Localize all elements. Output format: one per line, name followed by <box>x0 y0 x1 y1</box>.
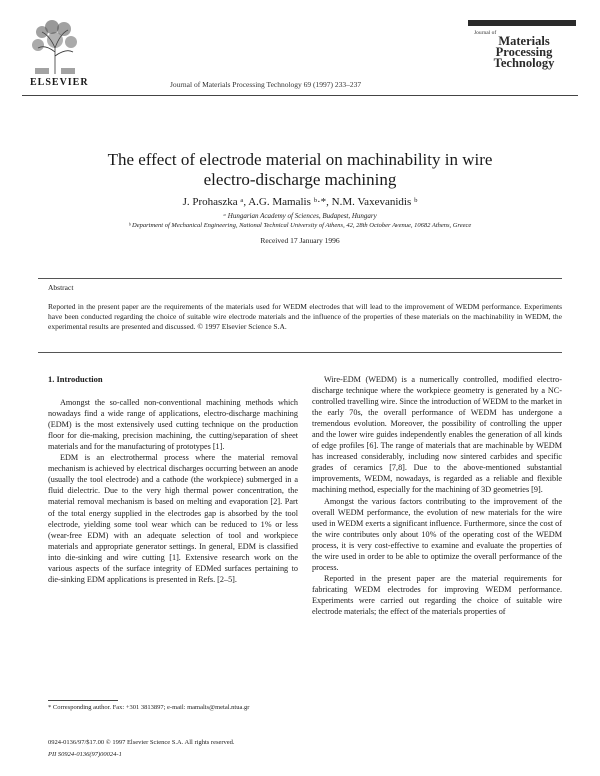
masthead-small-text: Journal of <box>474 30 497 36</box>
article-title <box>40 150 560 190</box>
affiliation-a: ᵃ Hungarian Academy of Sciences, Budapest, Hungary <box>223 212 377 220</box>
paragraph: Amongst the various factors contributing to the improvement of the overall WEDM performance, the evolution of new materials for the wire used in WEDM exerts a significant influence. Furthermore, since the cost of the wire contributes only about 10% of the operating cost of the WEDM process, it is very cost-effective to examine and evaluate the properties of the wire used in order to be able to optimize the overall performance of the process. <box>312 496 562 572</box>
abstract-text: Reported in the present paper are the requirements of the materials used for WEDM electrodes that will lead to the improvement of WEDM performance. Experiments have been conducted regarding the choice of suitable wire electrode materials and the influence of the properties of these materials on the machinability in WEDM, the experimental results are presented and discussed. © 1997 Elsevier Science S.A. <box>48 302 562 331</box>
masthead-title-line: Technology <box>493 56 555 70</box>
abstract-top-rule <box>38 278 562 279</box>
received-date: Received 17 January 1996 <box>260 236 340 245</box>
paragraph: Wire-EDM (WEDM) is a numerically controlled, modified electro-discharge technique where the workpiece geometry is generated by a NC-controlled travelling wire. Since the introduction of WEDM to the market in the early 70s, the overall performance of WEDM has undergone a tremendous evolution. Moreover, the possibility of controlling the upper and the lower wire guides independently enables the generation of all kinds of edge profiles [6]. The range of materials that are machinable by WEDM has increased considerably, including now sintered carbides and specific grades of ceramics [7,8]. Due to the above-mentioned substantial improvements, WEDM, nowadays, is regarded as a reliable and flexible machining method, especially for the machining of 3D geometries [9]. <box>312 375 562 495</box>
copyright-line: 0924-0136/97/$17.00 © 1997 Elsevier Science S.A. All rights reserved. <box>48 739 235 746</box>
paragraph: Amongst the so-called non-conventional machining methods which nowadays find a wide range of applications, electro-discharge machining (EDM) is the most extensively used cutting technique on the production floor for die-making, precision machining, the cutting/separation of sheet materials and for the manufacturing of prototypes [1]. <box>48 398 298 452</box>
corresponding-author-footnote: * Corresponding author. Fax: +301 3813897; e-mail: mamalis@metal.ntua.gr <box>48 704 250 711</box>
header-rule <box>22 95 578 96</box>
title-line-1: The effect of electrode material on machinability in wire <box>107 150 493 169</box>
journal-masthead <box>468 20 576 92</box>
abstract-bottom-rule <box>38 352 562 353</box>
paragraph: EDM is an electrothermal process where the material removal mechanism is achieved by electrical discharges occurring between an anode (usually the tool electrode) and a cathode (the workpiece) submerged in a fluid dielectric. Due to the very high thermal power concentration, the material removal mechanism is based on melting and evaporation [2]. Part of the total energy supplied in the electrodes gap is absorbed by the tool electrode, yielding some tool wear which can be reduced to 1% or less (wear-free EDM) with an adequate selection of tool and workpiece materials and appropriate generator settings. In general, EDM is classified into die-sinking and wire cutting [1]. Extensive research work on the various aspects of the surface integrity of EDMed surfaces pertaining to die-sinking EDM applications is presented in Refs. [2–5]. <box>48 453 298 584</box>
publisher-name: ELSEVIER <box>30 77 89 88</box>
masthead-title-line: Processing <box>495 45 553 59</box>
elsevier-tree-logo <box>30 18 80 76</box>
masthead-title-line: Materials <box>498 34 550 48</box>
paragraph: Reported in the present paper are the material requirements for fabricating WEDM electrodes for improving WEDM performance. Experiments were carried out regarding the choice of suitable wire electrode materials; the effect of the materials properties of <box>312 573 562 616</box>
right-column <box>312 374 562 617</box>
journal-citation: Journal of Materials Processing Technology 69 (1997) 233–237 <box>170 80 362 89</box>
author-list: J. Prohaszka ᵃ, A.G. Mamalis ᵇ·*, N.M. Vaxevanidis ᵇ <box>182 196 418 208</box>
title-line-2: electro-discharge machining <box>203 170 397 189</box>
abstract-heading: Abstract <box>48 283 74 292</box>
masthead-title <box>472 36 576 69</box>
affiliation-b: ᵇ Department of Mechanical Engineering, National Technical University of Athens, 42, 28th October Avenue, 10682 Athens, Greece <box>128 222 472 229</box>
left-column <box>48 374 298 585</box>
section-heading: 1. Introduction <box>48 374 103 384</box>
masthead-bar <box>468 20 576 26</box>
footnote-rule <box>48 700 118 701</box>
pii-line: PII S0924-0136(97)00024-1 <box>48 751 122 758</box>
